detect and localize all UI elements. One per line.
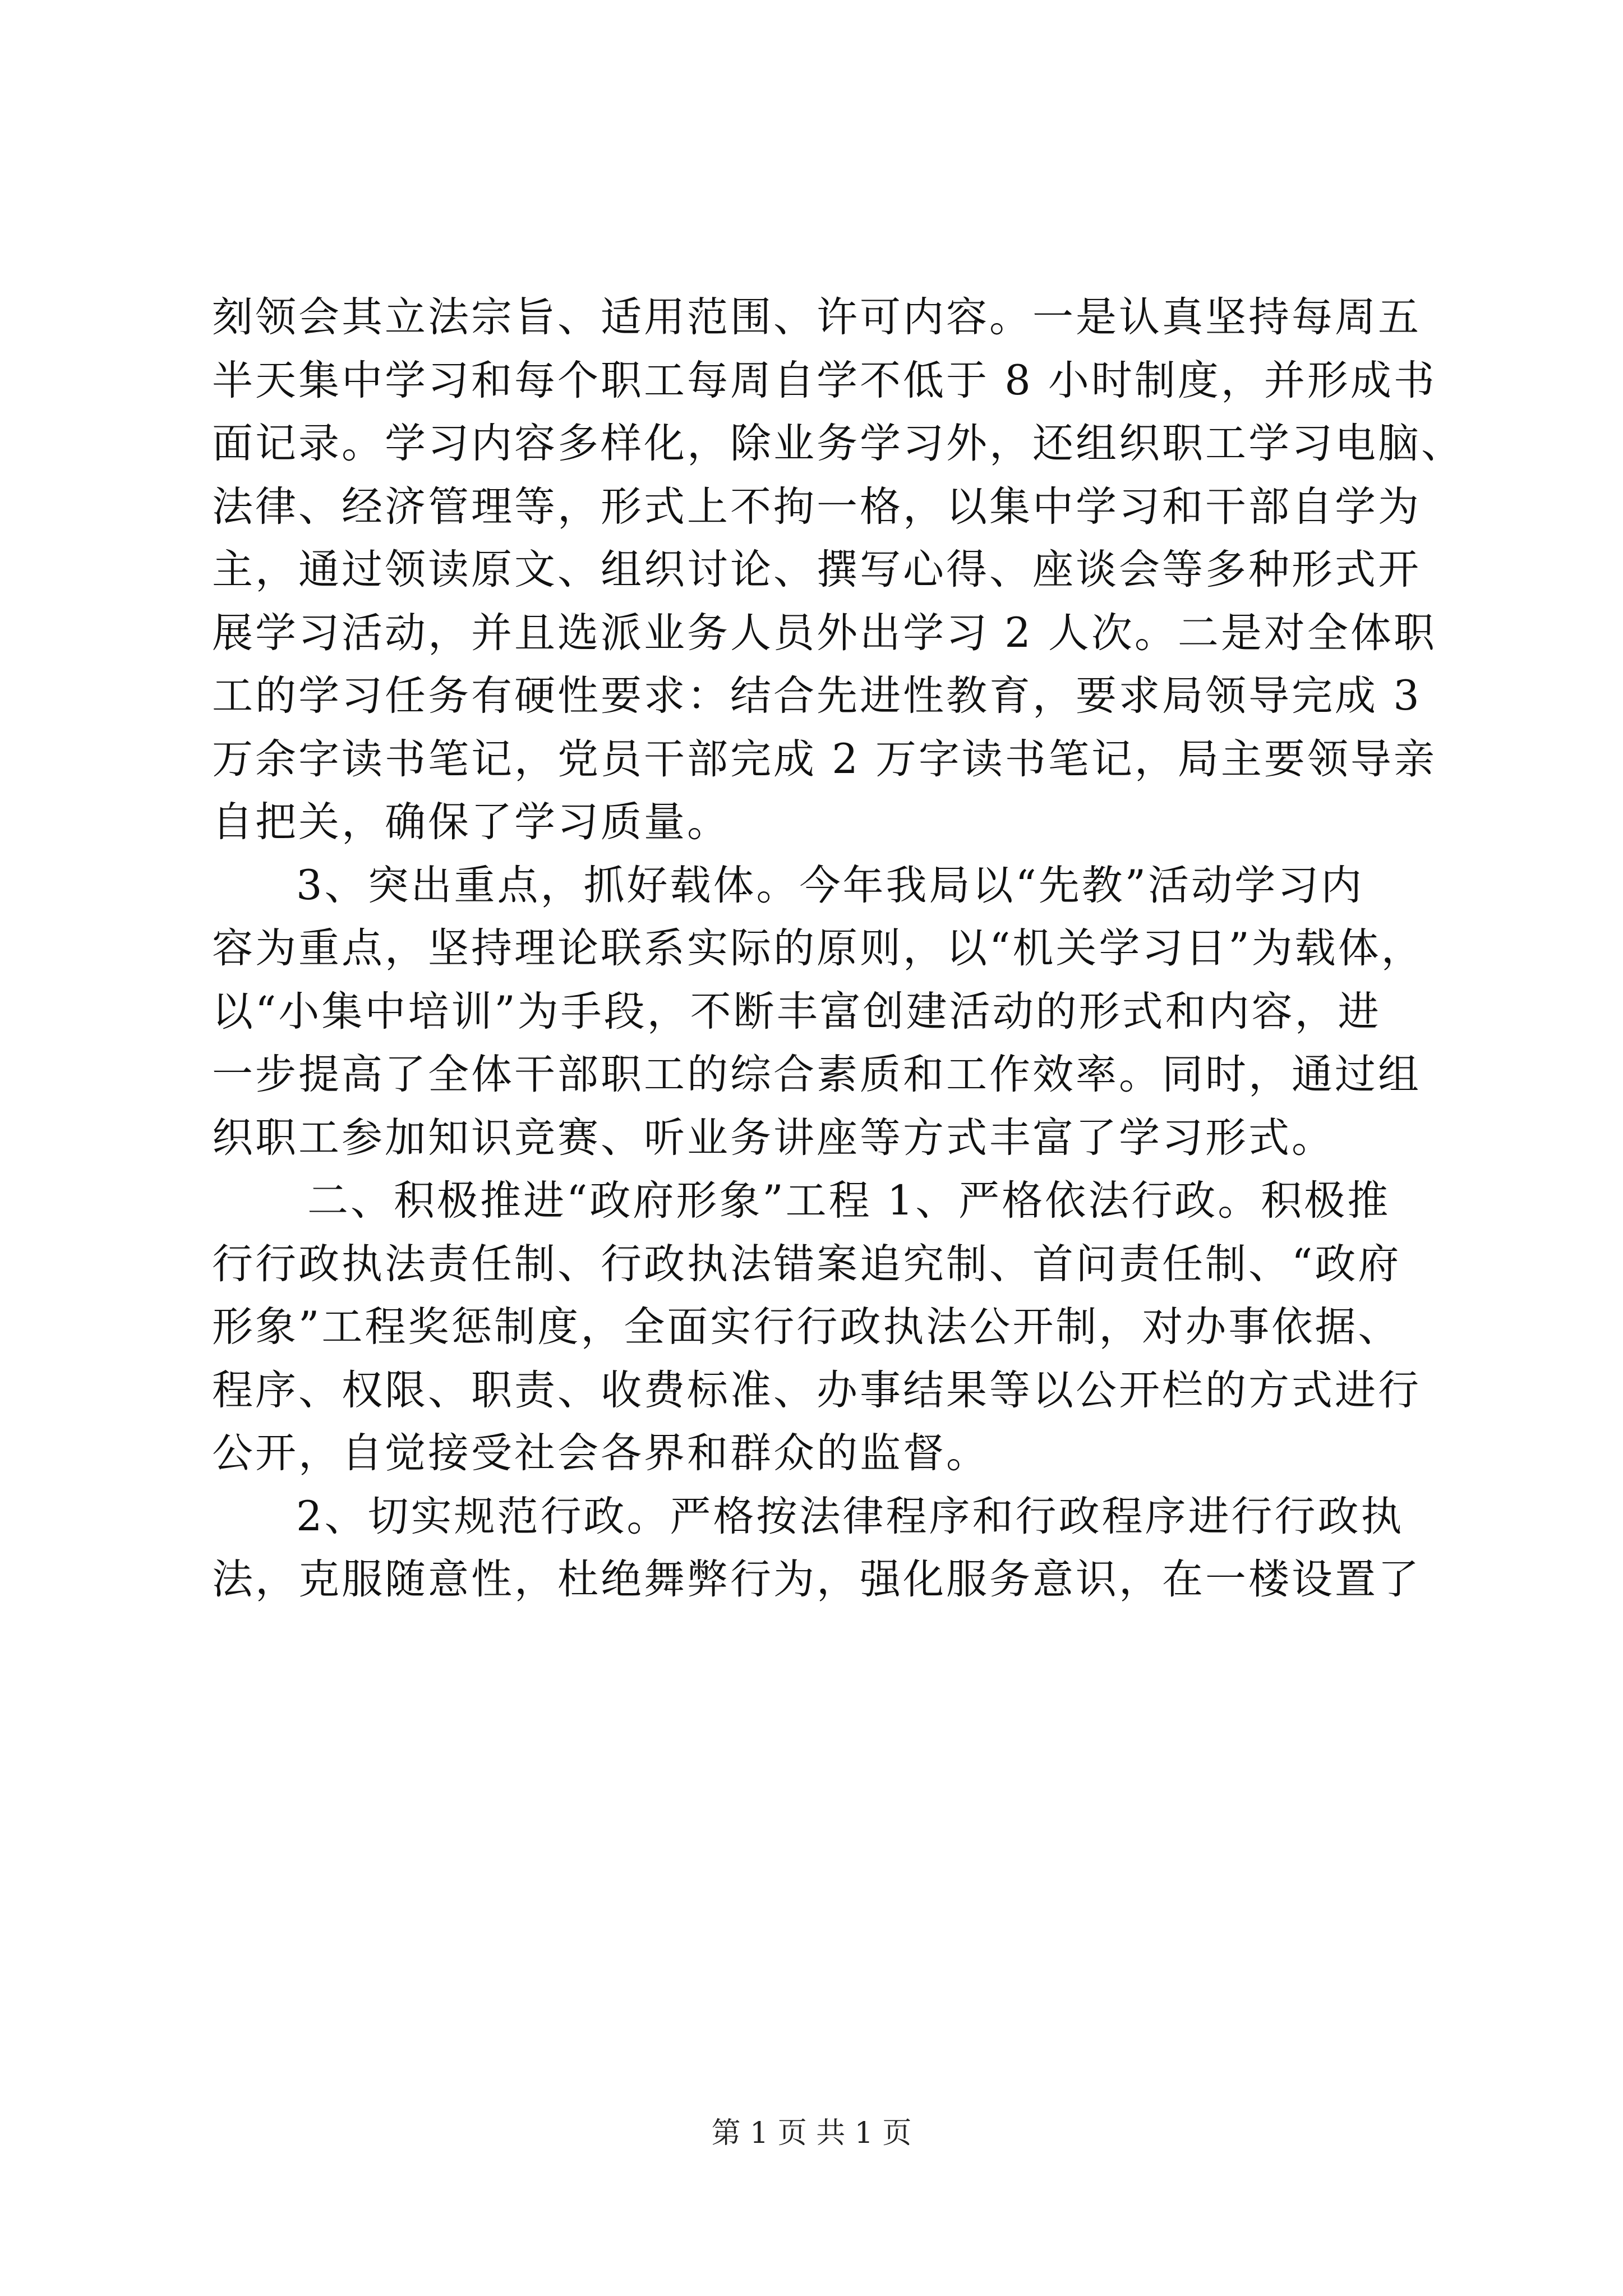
- text-line: 自把关，确保了学习质量。: [212, 798, 730, 846]
- text-line: 主，通过领读原文、组织讨论、撰写心得、座谈会等多种形式开: [212, 546, 1421, 593]
- paragraph-start-line: 2、切实规范行政。严格按法律程序和行政程序进行行政执: [296, 1492, 1404, 1540]
- text-line: 形象”工程奖惩制度，全面实行行政执法公开制，对办事依据、: [212, 1303, 1401, 1351]
- text-line: 展学习活动，并且选派业务人员外出学习 2 人次。二是对全体职: [212, 609, 1437, 657]
- text-line: 程序、权限、职责、收费标准、办事结果等以公开栏的方式进行: [212, 1366, 1421, 1414]
- text-line: 半天集中学习和每个职工每周自学不低于 8 小时制度，并形成书: [212, 356, 1437, 404]
- text-line: 一步提高了全体干部职工的综合素质和工作效率。同时，通过组: [212, 1051, 1421, 1098]
- text-line: 以“小集中培训”为手段，不断丰富创建活动的形式和内容，进: [212, 987, 1381, 1036]
- text-line: 刻领会其立法宗旨、适用范围、许可内容。一是认真坚持每周五: [212, 293, 1421, 341]
- text-line: 面记录。学习内容多样化，除业务学习外，还组织职工学习电脑、: [212, 420, 1464, 467]
- text-line: 公开，自觉接受社会各界和群众的监督。: [212, 1429, 989, 1477]
- text-line: 织职工参加知识竞赛、听业务讲座等方式丰富了学习形式。: [212, 1114, 1335, 1162]
- text-line: 法，克服随意性，杜绝舞弊行为，强化服务意识，在一楼设置了: [212, 1556, 1421, 1603]
- text-line: 万余字读书笔记，党员干部完成 2 万字读书笔记，局主要领导亲: [212, 735, 1437, 783]
- paragraph-start-line: 3、突出重点，抓好载体。今年我局以“先教”活动学习内: [296, 861, 1364, 909]
- text-line: 行行政执法责任制、行政执法错案追究制、首问责任制、“政府: [212, 1240, 1401, 1288]
- text-line: 容为重点，坚持理论联系实际的原则，以“机关学习日”为载体，: [212, 924, 1424, 972]
- text-line: 工的学习任务有硬性要求：结合先进性教育，要求局领导完成 3: [212, 672, 1422, 720]
- page-footer: 第 1 页 共 1 页: [711, 2116, 912, 2150]
- text-line: 法律、经济管理等，形式上不拘一格，以集中学习和干部自学为: [212, 482, 1421, 531]
- document-body: [212, 286, 1464, 1612]
- section-heading-line: 二、积极推进“政府形象”工程 1、严格依法行政。积极推: [307, 1177, 1391, 1225]
